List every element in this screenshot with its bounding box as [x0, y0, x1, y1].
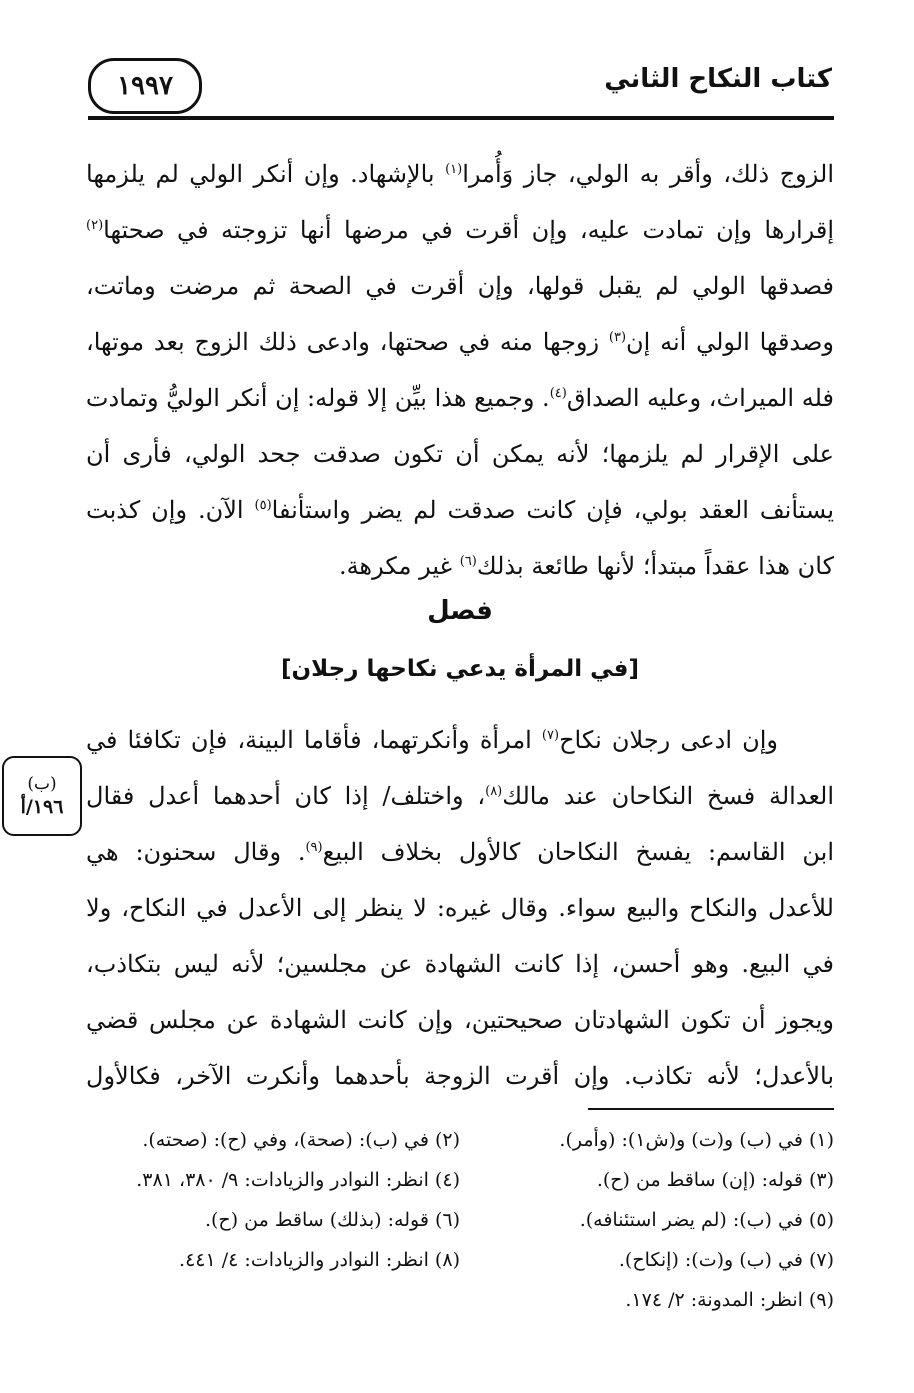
- text-line: في البيع. وهو أحسن، إذا كانت الشهادة عن مجلسين؛ لأنه ليس بتكاذب،: [86, 950, 834, 978]
- text-line: كان هذا عقداً مبتدأ؛ لأنها طائعة بذلك$^{(٦)}$ غير مكرهة.: [338, 552, 834, 580]
- text-line: للأعدل والنكاح والبيع سواء. وقال غيره: لا ينظر إلى الأعدل في النكاح، ولا: [86, 894, 834, 922]
- section-subtitle: [في المرأة يدعي نكاحها رجلان]: [281, 656, 639, 682]
- text-line: ويجوز أن تكون الشهادتان صحيحتين، وإن كانت الشهادة عن مجلس قضي: [86, 1006, 834, 1034]
- text-line: وصدقها الولي أنه إن$^{(٣)}$ زوجها منه في صحتها، وادعى ذلك الزوج بعد موتها،: [86, 328, 834, 356]
- text-line: وإن ادعى رجلان نكاح$^{(٧)}$ امرأة وأنكرتهما، فأقاما البينة، فإن تكافئا في: [86, 726, 778, 754]
- page-header: [88, 52, 832, 116]
- book-title: كتاب النكاح الثاني: [604, 64, 832, 94]
- paragraph-2: [86, 712, 834, 1104]
- footnote-row: [86, 1280, 834, 1320]
- text-line: فصدقها الولي لم يقبل قولها، وإن أقرت في الصحة ثم مرضت وماتت،: [86, 272, 834, 300]
- footnote: (٩) انظر: المدونة: ٢/ ١٧٤.: [625, 1289, 834, 1311]
- footnote-row: [86, 1240, 834, 1280]
- footnote-row: [86, 1120, 834, 1160]
- footnote-row: [86, 1160, 834, 1200]
- page-number: ١٩٩٧: [88, 58, 202, 114]
- footnote: (٣) قوله: (إن) ساقط من (ح).: [596, 1169, 834, 1191]
- paragraph-1: [86, 146, 834, 594]
- footnote: (٧) في (ب) و(ت): (إنكاح).: [618, 1249, 834, 1271]
- footnote: (٦) قوله: (بذلك) ساقط من (ح).: [204, 1209, 460, 1231]
- margin-folio-marker: [2, 756, 82, 836]
- footnote: (٥) في (ب): (لم يضر استئنافه).: [579, 1209, 834, 1231]
- header-rule: [88, 116, 834, 120]
- text-line: يستأنف العقد بولي، فإن كانت صدقت لم يضر واستأنفا$^{(٥)}$ الآن. وإن كذبت: [86, 496, 834, 524]
- footnotes: [86, 1120, 834, 1320]
- text-line: العدالة فسخ النكاحان عند مالك$^{(٨)}$، واختلف/ إذا كان أحدهما أعدل فقال: [86, 782, 834, 810]
- footnote: (٨) انظر: النوادر والزيادات: ٤/ ٤٤١.: [179, 1249, 460, 1271]
- text-line: الزوج ذلك، وأقر به الولي، جاز وَأُمرا$^{(١)}$ بالإشهاد. وإن أنكر الولي لم يلزمها: [86, 160, 834, 188]
- footnote: [86, 1280, 460, 1320]
- section-heading: فصل: [427, 596, 493, 626]
- text-line: بالأعدل؛ لأنه تكاذب. وإن أقرت الزوجة بأحدهما وأنكرت الآخر، فكالأول: [86, 1062, 834, 1090]
- text-line: إقرارها وإن تمادت عليه، وإن أقرت في مرضها أنها تزوجته في صحتها$^{(٢)}$: [86, 216, 834, 244]
- footnote: (٢) في (ب): (صحة)، وفي (ح): (صحته).: [142, 1129, 460, 1151]
- text-line: على الإقرار لم يلزمها؛ لأنه يمكن أن تكون صدقت جحد الولي، فأرى أن: [86, 440, 834, 468]
- text-line: فله الميراث، وعليه الصداق$^{(٤)}$. وجميع هذا بيِّن إلا قوله: إن أنكر الوليُّ وتمادت: [86, 384, 834, 412]
- manuscript-siglum: (ب): [27, 774, 57, 794]
- footnote-row: [86, 1200, 834, 1240]
- footnote: (١) في (ب) و(ت) و(ش١): (وأمر).: [559, 1129, 834, 1151]
- footnote-rule: [588, 1108, 834, 1110]
- text-line: ابن القاسم: يفسخ النكاحان كالأول بخلاف البيع$^{(٩)}$. وقال سحنون: هي: [86, 838, 834, 866]
- folio-number: ١٩٦/أ: [20, 796, 64, 818]
- footnote: (٤) انظر: النوادر والزيادات: ٩/ ٣٨٠، ٣٨١.: [136, 1169, 460, 1191]
